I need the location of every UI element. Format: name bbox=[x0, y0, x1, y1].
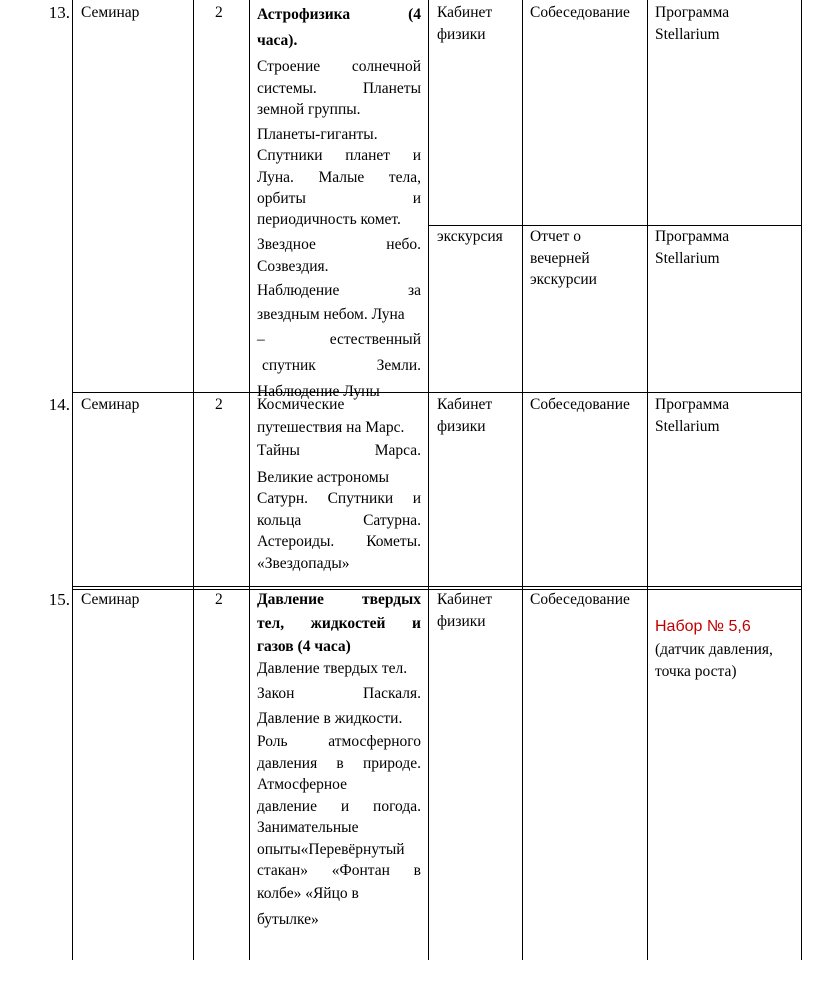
lesson-type: Семинар bbox=[81, 591, 140, 608]
place-line: Кабинет bbox=[437, 591, 493, 608]
equipment-cell bbox=[655, 2, 729, 45]
topic-title-line: тел, жидкостей и bbox=[257, 615, 421, 632]
control-form: Собеседование bbox=[530, 591, 630, 608]
topic-line: – естественный bbox=[257, 331, 421, 348]
topic-line: опыты«Перевёрнутый bbox=[257, 840, 405, 858]
control-line: экскурсии bbox=[530, 271, 597, 288]
table-border-left bbox=[72, 0, 73, 960]
equipment-line: Программа bbox=[655, 396, 730, 413]
topic-cell bbox=[257, 589, 421, 934]
topic-line: Давление твердых тел. bbox=[257, 660, 408, 677]
topic-line: Астероиды. Кометы. bbox=[257, 533, 421, 550]
place-line: физики bbox=[437, 612, 486, 630]
topic-line: стакан» «Фонтан в bbox=[257, 862, 421, 879]
topic-line: Роль атмосферного bbox=[257, 733, 421, 750]
topic-line: Закон Паскаля. bbox=[257, 685, 421, 702]
place-cell bbox=[437, 589, 492, 632]
equipment-line: (датчик давления, bbox=[655, 641, 773, 658]
table-col-divider-1 bbox=[193, 0, 194, 960]
topic-line: Сатурн. Спутники и bbox=[257, 490, 421, 507]
row-divider-13-14 bbox=[72, 392, 802, 393]
topic-line: Атмосферное bbox=[257, 776, 347, 793]
topic-line: кольца Сатурна. bbox=[257, 511, 421, 529]
topic-line: Спутники планет и bbox=[257, 147, 421, 164]
topic-line: орбиты и bbox=[257, 190, 421, 207]
topic-line: Луна. Малые тела, bbox=[257, 168, 421, 186]
topic-line: Занимательные bbox=[257, 819, 359, 836]
topic-title-line: Астрофизика (4 bbox=[257, 6, 421, 23]
row-number: 15. bbox=[48, 590, 70, 609]
place-cell bbox=[437, 394, 492, 437]
topic-line: звездным небом. Луна bbox=[257, 306, 405, 323]
topic-line: Звездное небо. bbox=[257, 235, 421, 253]
control-line: вечерней bbox=[530, 249, 590, 267]
equipment-cell bbox=[655, 394, 729, 437]
topic-line: периодичность комет. bbox=[257, 210, 401, 228]
control-form: Собеседование bbox=[530, 4, 630, 21]
topic-line: бутылке» bbox=[257, 910, 319, 928]
control-line: Отчет о bbox=[530, 228, 582, 245]
equipment-line: Stellarium bbox=[655, 417, 720, 435]
place-excursion: экскурсия bbox=[437, 228, 503, 245]
lesson-type: Семинар bbox=[81, 396, 140, 413]
place-line: физики bbox=[437, 25, 486, 43]
hours: 2 bbox=[215, 396, 223, 413]
lesson-type: Семинар bbox=[81, 4, 140, 21]
topic-line: Строение солнечной bbox=[257, 58, 421, 75]
topic-line: колбе» «Яйцо в bbox=[257, 884, 359, 902]
row-number: 13. bbox=[48, 3, 70, 22]
table-col-divider-5 bbox=[647, 0, 648, 960]
control-form: Собеседование bbox=[530, 396, 630, 413]
topic-line: земной группы. bbox=[257, 101, 361, 118]
topic-line: Тайны Марса. bbox=[257, 441, 421, 459]
place-cell bbox=[437, 2, 492, 45]
topic-title-line: газов (4 часа) bbox=[257, 638, 351, 655]
control-report-cell bbox=[530, 226, 597, 291]
row-divider-14-15 bbox=[72, 586, 802, 587]
place-line: Кабинет bbox=[437, 396, 493, 413]
topic-line: Наблюдение Луны bbox=[257, 383, 380, 400]
topic-line: Наблюдение за bbox=[257, 282, 421, 299]
topic-line: Космические bbox=[257, 396, 345, 413]
topic-line: Давление в жидкости. bbox=[257, 710, 403, 727]
topic-line: давление и погода. bbox=[257, 797, 421, 815]
topic-line: Созвездия. bbox=[257, 258, 329, 275]
topic-line: путешествия на Марс. bbox=[257, 418, 405, 436]
equipment-kit-title: Набор № 5,6 bbox=[655, 618, 751, 635]
table-col-divider-2 bbox=[249, 0, 250, 960]
topic-line: Великие астрономы bbox=[257, 468, 390, 486]
equipment-line: Stellarium bbox=[655, 25, 720, 43]
table-col-divider-4 bbox=[522, 0, 523, 960]
equipment-line: точка роста) bbox=[655, 662, 737, 680]
equipment-line: Программа bbox=[655, 228, 730, 245]
topic-line: спутник Земли. bbox=[262, 357, 421, 374]
hours: 2 bbox=[215, 591, 223, 608]
equipment-cell bbox=[655, 615, 773, 682]
topic-title-line: часа). bbox=[257, 32, 298, 49]
topic-title-line: Давление твердых bbox=[257, 591, 421, 608]
topic-line: «Звездопады» bbox=[257, 554, 350, 572]
table-border-right bbox=[801, 0, 802, 960]
table-col-divider-3 bbox=[428, 0, 429, 960]
equipment-line: Программа bbox=[655, 4, 730, 21]
equipment-line: Stellarium bbox=[655, 249, 720, 267]
hours: 2 bbox=[215, 4, 223, 21]
row-number: 14. bbox=[48, 395, 70, 414]
topic-line: Планеты-гиганты. bbox=[257, 125, 378, 143]
place-line: физики bbox=[437, 417, 486, 435]
topic-cell bbox=[257, 394, 421, 574]
place-line: Кабинет bbox=[437, 4, 493, 21]
topic-cell bbox=[257, 2, 421, 405]
topic-line: системы. Планеты bbox=[257, 79, 421, 97]
topic-line: давления в природе. bbox=[257, 754, 421, 772]
equipment-cell bbox=[655, 226, 729, 269]
